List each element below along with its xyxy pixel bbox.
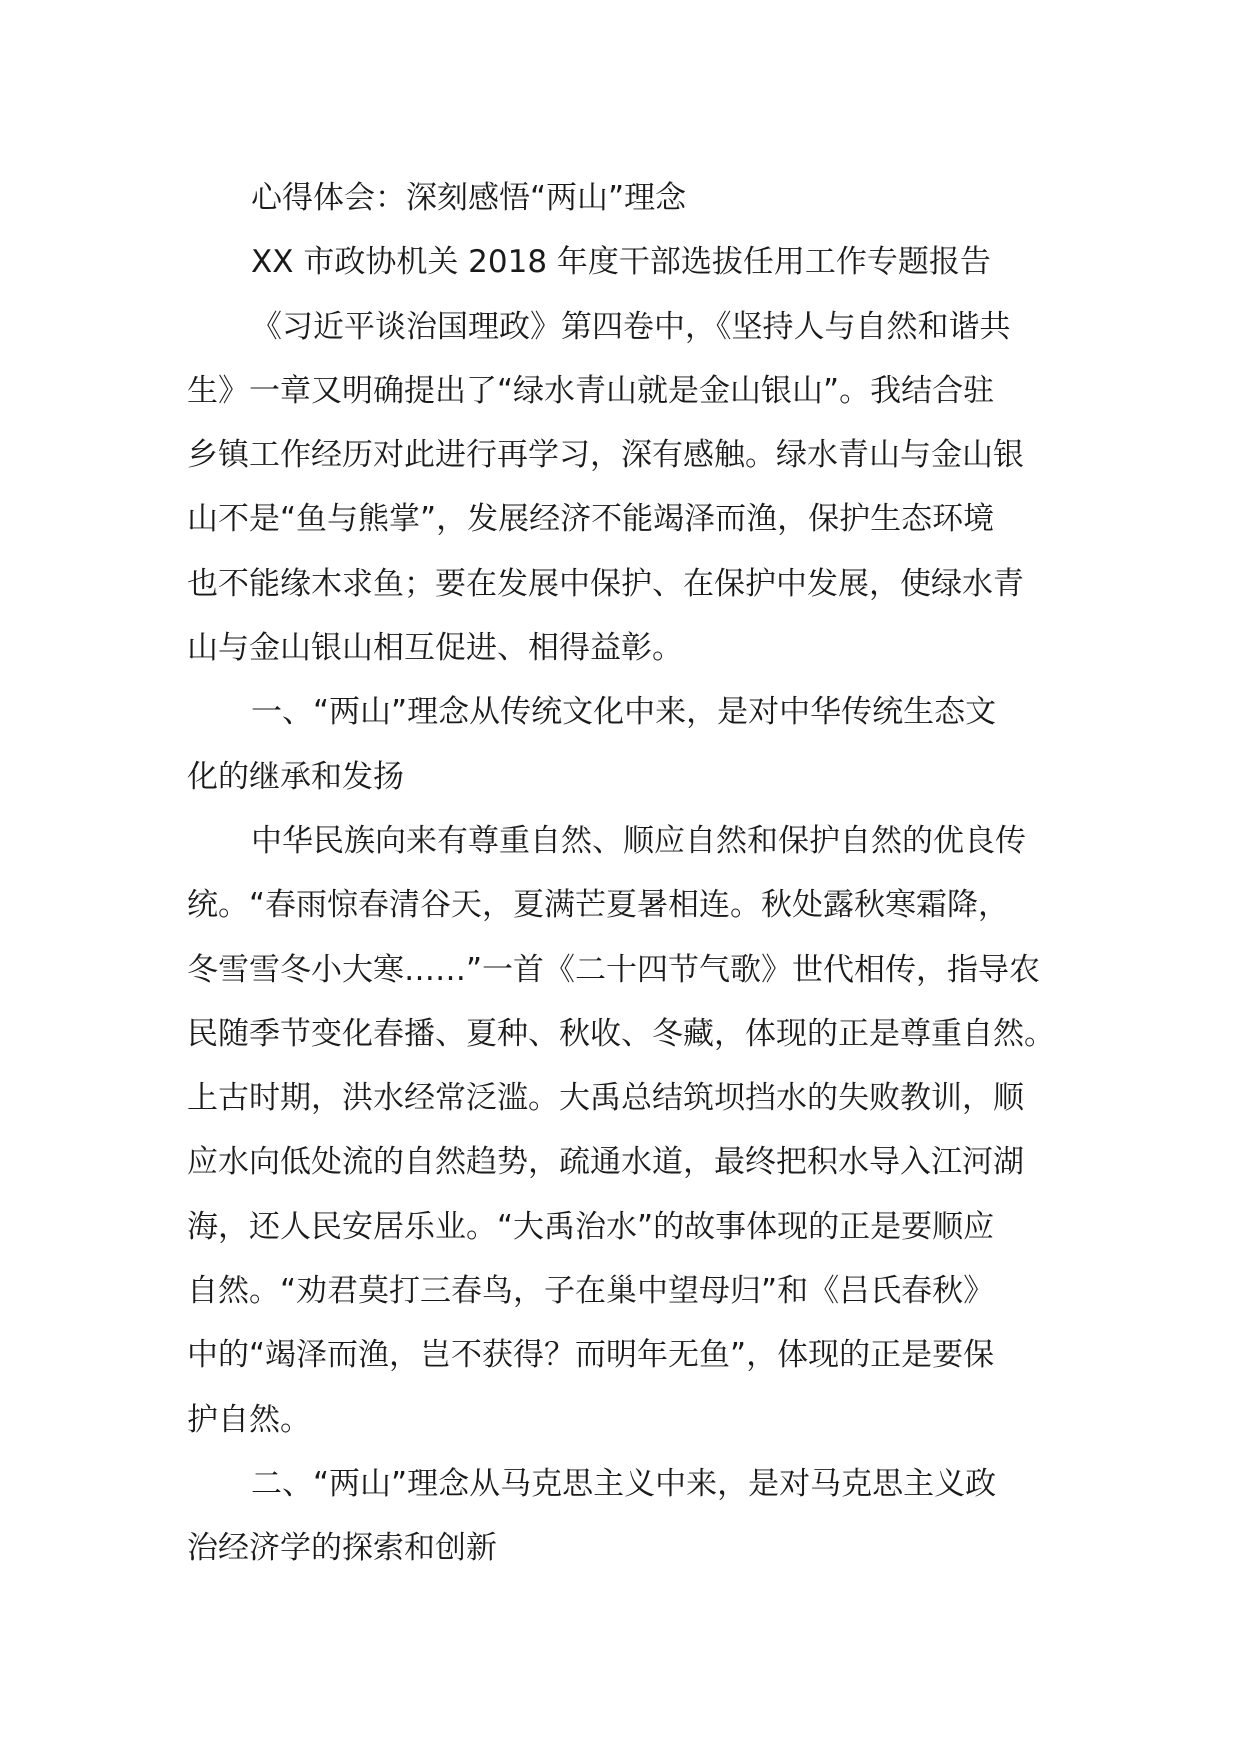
paragraph-line: 自然。“劝君莫打三春鸟，子在巢中望母归”和《吕氏春秋》 xyxy=(187,1273,995,1310)
section-heading-line: 二、“两山”理念从马克思主义中来，是对马克思主义政 xyxy=(251,1465,997,1502)
paragraph-line: 《习近平谈治国理政》第四卷中，《坚持人与自然和谐共 xyxy=(251,308,1011,345)
paragraph-line: 海，还人民安居乐业。“大禹治水”的故事体现的正是要顺应 xyxy=(187,1208,995,1245)
paragraph-line: 应水向低处流的自然趋势，疏通水道，最终把积水导入江河湖 xyxy=(187,1144,1024,1181)
paragraph-line: 统。“春雨惊春清谷天，夏满芒夏暑相连。秋处露秋寒霜降， xyxy=(187,887,1010,924)
document-subtitle: XX 市政协机关 2018 年度干部选拔任用工作专题报告 xyxy=(251,244,991,281)
paragraph-line: 生》一章又明确提出了“绿水青山就是金山银山”。我结合驻 xyxy=(187,372,995,409)
paragraph-line: 也不能缘木求鱼；要在发展中保护、在保护中发展，使绿水青 xyxy=(187,565,1024,602)
paragraph-line: 民随季节变化春播、夏种、秋收、冬藏，体现的正是尊重自然。 xyxy=(187,1015,1055,1052)
paragraph-line: 山与金山银山相互促进、相得益彰。 xyxy=(187,630,683,667)
paragraph-line: 乡镇工作经历对此进行再学习，深有感触。绿水青山与金山银 xyxy=(187,437,1024,474)
paragraph-line: 山不是“鱼与熊掌”，发展经济不能竭泽而渔，保护生态环境 xyxy=(187,501,995,538)
paragraph-line: 冬雪雪冬小大寒……”一首《二十四节气歌》世代相传，指导农 xyxy=(187,951,1041,988)
paragraph-line: 护自然。 xyxy=(187,1401,311,1438)
paragraph-line: 中华民族向来有尊重自然、顺应自然和保护自然的优良传 xyxy=(251,822,1026,859)
section-heading-line: 治经济学的探索和创新 xyxy=(187,1530,497,1567)
section-heading-line: 一、“两山”理念从传统文化中来，是对中华传统生态文 xyxy=(251,694,997,731)
document-title: 心得体会：深刻感悟“两山”理念 xyxy=(251,180,687,216)
paragraph-line: 中的“竭泽而渔，岂不获得？而明年无鱼”，体现的正是要保 xyxy=(187,1337,995,1374)
document-body xyxy=(187,166,1053,1581)
section-heading-line: 化的继承和发扬 xyxy=(187,758,404,795)
paragraph-line: 上古时期，洪水经常泛滥。大禹总结筑坝挡水的失败教训，顺 xyxy=(187,1080,1024,1117)
